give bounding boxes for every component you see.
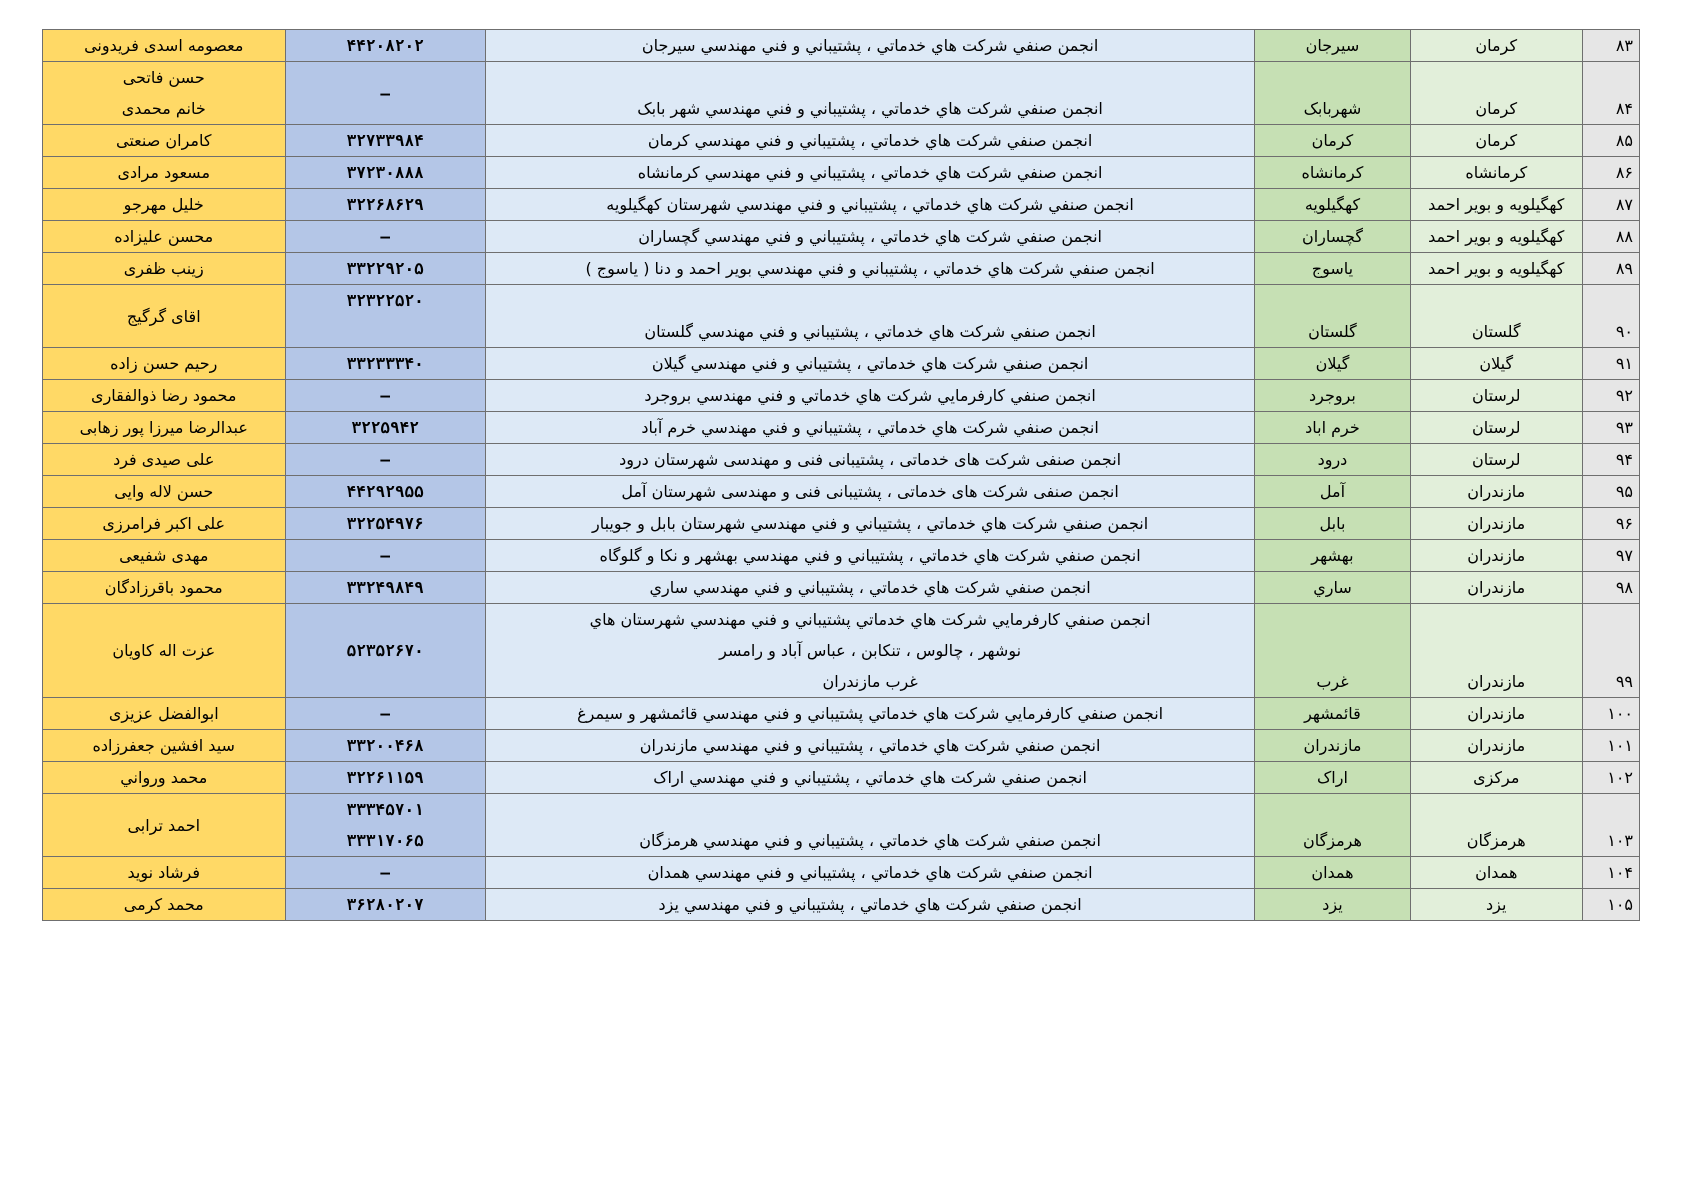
organization-line: انجمن صنفی شرکت های خدماتی ، پشتیبانی فنی و مهندسی شهرستان آمل bbox=[621, 482, 1119, 501]
city-cell: خرم اباد bbox=[1255, 412, 1410, 444]
city-cell: هرمزگان bbox=[1255, 794, 1410, 857]
contact-name-cell bbox=[43, 285, 286, 348]
phone-cell bbox=[285, 30, 485, 62]
province-cell: کرمان bbox=[1410, 30, 1582, 62]
organization-line: انجمن صنفي شرکت هاي خدماتي ، پشتيباني و فني مهندسي گیلان bbox=[651, 354, 1089, 373]
phone-cell bbox=[285, 762, 485, 794]
city-cell: ساري bbox=[1255, 572, 1410, 604]
organization-cell bbox=[485, 698, 1254, 730]
organization-cell bbox=[485, 125, 1254, 157]
contact-name-line: محسن علیزاده bbox=[114, 227, 214, 246]
organization-line: انجمن صنفي شرکت هاي خدماتي ، پشتيباني و فني مهندسي ساري bbox=[649, 578, 1091, 597]
contact-name-line: مسعود مرادی bbox=[117, 163, 211, 182]
organization-line: انجمن صنفي شرکت هاي خدماتي ، پشتيباني و فني مهندسي مازندران bbox=[639, 736, 1101, 755]
organization-line: انجمن صنفي شرکت هاي خدماتي ، پشتيباني و فني مهندسي خرم آباد bbox=[641, 418, 1099, 437]
contact-name-cell bbox=[43, 794, 286, 857]
contact-name-cell bbox=[43, 348, 286, 380]
row-number-cell: ۱۰۰ bbox=[1582, 698, 1639, 730]
phone-line: ۳۶۲۸۰۲۰۷ bbox=[346, 895, 424, 914]
organization-line: انجمن صنفي شرکت هاي خدماتي ، پشتيباني و فني مهندسي گلستان bbox=[644, 322, 1096, 341]
phone-cell bbox=[285, 380, 485, 412]
contact-name-line: سید افشین جعفرزاده bbox=[92, 736, 235, 755]
contact-name-cell bbox=[43, 380, 286, 412]
table-row bbox=[43, 572, 1640, 604]
contact-name-line: زینب ظفری bbox=[123, 259, 204, 278]
contact-name-line: ابوالفضل عزیزی bbox=[108, 704, 219, 723]
phone-cell bbox=[285, 444, 485, 476]
table-row bbox=[43, 285, 1640, 348]
province-cell: کرمان bbox=[1410, 125, 1582, 157]
row-number-cell: ۹۹ bbox=[1582, 604, 1639, 698]
organization-cell bbox=[485, 30, 1254, 62]
table-row bbox=[43, 604, 1640, 698]
contact-name-cell bbox=[43, 125, 286, 157]
table-row bbox=[43, 444, 1640, 476]
organization-cell bbox=[485, 285, 1254, 348]
organization-cell bbox=[485, 412, 1254, 444]
row-number-cell: ۹۴ bbox=[1582, 444, 1639, 476]
organization-line: انجمن صنفي شرکت هاي خدماتي ، پشتيباني و فني مهندسي يزد bbox=[658, 895, 1082, 914]
table-row bbox=[43, 508, 1640, 540]
contact-name-line: محمد ورواني bbox=[120, 768, 208, 787]
city-cell: شهربابک bbox=[1255, 62, 1410, 125]
phone-line: ۳۲۷۳۳۹۸۴ bbox=[346, 131, 424, 150]
contact-name-cell bbox=[43, 572, 286, 604]
row-number-cell: ۱۰۱ bbox=[1582, 730, 1639, 762]
phone-line: – bbox=[380, 450, 390, 469]
phone-line: ۵۲۳۵۲۶۷۰ bbox=[346, 641, 424, 660]
phone-cell bbox=[285, 62, 485, 125]
phone-line: ۳۳۳۴۵۷۰۱ bbox=[346, 800, 424, 819]
row-number-cell: ۹۵ bbox=[1582, 476, 1639, 508]
organization-line: انجمن صنفي شرکت هاي خدماتي ، پشتيباني و فني مهندسي گچساران bbox=[638, 227, 1102, 246]
table-body bbox=[43, 30, 1640, 921]
contact-name-line: خانم محمدی bbox=[121, 99, 206, 118]
province-cell: کهگیلویه و بویر احمد bbox=[1410, 189, 1582, 221]
phone-line: ۳۷۲۳۰۸۸۸ bbox=[346, 163, 424, 182]
phone-cell bbox=[285, 348, 485, 380]
organization-line: انجمن صنفي شرکت هاي خدماتي ، پشتيباني و فني مهندسي شهرستان کهگیلویه bbox=[606, 195, 1134, 214]
organization-cell bbox=[485, 476, 1254, 508]
contact-name-line: محمد کرمی bbox=[123, 895, 204, 914]
province-cell: کهگیلویه و بویر احمد bbox=[1410, 221, 1582, 253]
province-cell: مازندران bbox=[1410, 476, 1582, 508]
contact-name-cell bbox=[43, 762, 286, 794]
city-cell: سیرجان bbox=[1255, 30, 1410, 62]
phone-line: – bbox=[380, 704, 390, 723]
row-number-cell: ۸۴ bbox=[1582, 62, 1639, 125]
phone-cell bbox=[285, 125, 485, 157]
city-cell: اراک bbox=[1255, 762, 1410, 794]
organization-line: انجمن صنفي شرکت هاي خدماتي ، پشتيباني و فني مهندسي همدان bbox=[647, 863, 1093, 882]
province-cell: لرستان bbox=[1410, 380, 1582, 412]
organization-cell bbox=[485, 189, 1254, 221]
table-row bbox=[43, 157, 1640, 189]
organization-cell bbox=[485, 508, 1254, 540]
phone-line: ۳۲۲۵۹۴۲ bbox=[351, 418, 419, 437]
province-cell: هرمزگان bbox=[1410, 794, 1582, 857]
phone-cell bbox=[285, 508, 485, 540]
city-cell: درود bbox=[1255, 444, 1410, 476]
table-row bbox=[43, 730, 1640, 762]
row-number-cell: ۹۰ bbox=[1582, 285, 1639, 348]
contact-name-cell bbox=[43, 444, 286, 476]
city-cell: همدان bbox=[1255, 857, 1410, 889]
phone-line: ۳۲۲۵۴۹۷۶ bbox=[346, 514, 424, 533]
phone-cell bbox=[285, 572, 485, 604]
row-number-cell: ۱۰۲ bbox=[1582, 762, 1639, 794]
city-cell: گلستان bbox=[1255, 285, 1410, 348]
province-cell: کرمان bbox=[1410, 62, 1582, 125]
city-cell: کرمان bbox=[1255, 125, 1410, 157]
contact-name-cell bbox=[43, 508, 286, 540]
organization-cell bbox=[485, 62, 1254, 125]
contact-name-cell bbox=[43, 253, 286, 285]
organization-cell bbox=[485, 572, 1254, 604]
row-number-cell: ۸۶ bbox=[1582, 157, 1639, 189]
contact-name-line: محمود باقرزادگان bbox=[104, 578, 223, 597]
organization-cell bbox=[485, 380, 1254, 412]
contact-name-cell bbox=[43, 412, 286, 444]
contact-name-cell bbox=[43, 889, 286, 921]
city-cell: بهشهر bbox=[1255, 540, 1410, 572]
table-row bbox=[43, 540, 1640, 572]
organization-line: انجمن صنفي شرکت هاي خدماتي ، پشتيباني و فني مهندسي هرمزگان bbox=[639, 831, 1101, 850]
province-cell: لرستان bbox=[1410, 412, 1582, 444]
table-row bbox=[43, 253, 1640, 285]
contact-name-cell bbox=[43, 476, 286, 508]
table-row bbox=[43, 221, 1640, 253]
row-number-cell: ۸۳ bbox=[1582, 30, 1639, 62]
province-cell: مازندران bbox=[1410, 698, 1582, 730]
contact-name-line: رحیم حسن زاده bbox=[110, 354, 218, 373]
province-cell: یزد bbox=[1410, 889, 1582, 921]
city-cell: کرمانشاه bbox=[1255, 157, 1410, 189]
contact-name-line: اقای گرگیج bbox=[126, 306, 201, 326]
phone-line: ۳۳۲۰۰۴۶۸ bbox=[346, 736, 424, 755]
contact-name-line: علی صیدی فرد bbox=[113, 450, 215, 469]
phone-line: ۳۳۲۴۹۸۴۹ bbox=[346, 578, 424, 597]
province-cell: مرکزی bbox=[1410, 762, 1582, 794]
contact-name-cell bbox=[43, 540, 286, 572]
contact-name-line: عبدالرضا میرزا پور زهابی bbox=[79, 418, 248, 437]
organization-line: انجمن صنفي شرکت هاي خدماتي ، پشتيباني و فني مهندسي کرمانشاه bbox=[637, 163, 1103, 182]
contact-name-line: محمود رضا ذوالفقاری bbox=[91, 386, 237, 405]
organization-line: انجمن صنفي کارفرمايي شرکت هاي خدماتي پشتيباني و فني مهندسي قائمشهر و سيمرغ bbox=[577, 704, 1164, 723]
province-cell: مازندران bbox=[1410, 572, 1582, 604]
contact-name-line: کامران صنعتی bbox=[116, 131, 212, 150]
city-cell: گیلان bbox=[1255, 348, 1410, 380]
row-number-cell: ۸۸ bbox=[1582, 221, 1639, 253]
phone-cell bbox=[285, 476, 485, 508]
row-number-cell: ۹۷ bbox=[1582, 540, 1639, 572]
province-cell: گلستان bbox=[1410, 285, 1582, 348]
organization-cell bbox=[485, 348, 1254, 380]
table-row bbox=[43, 348, 1640, 380]
city-cell: بابل bbox=[1255, 508, 1410, 540]
contact-name-cell bbox=[43, 698, 286, 730]
contact-name-line: عزت اله کاویان bbox=[112, 641, 216, 660]
phone-line: ۳۲۲۶۱۱۵۹ bbox=[346, 768, 424, 787]
phone-line: ۳۳۳۱۷۰۶۵ bbox=[346, 831, 424, 850]
province-cell: گیلان bbox=[1410, 348, 1582, 380]
phone-cell bbox=[285, 412, 485, 444]
organization-cell bbox=[485, 444, 1254, 476]
phone-cell bbox=[285, 221, 485, 253]
organization-cell bbox=[485, 253, 1254, 285]
table-row bbox=[43, 698, 1640, 730]
contact-name-cell bbox=[43, 730, 286, 762]
organization-line: انجمن صنفي کارفرمايي شرکت هاي خدماتي و فني مهندسي بروجرد bbox=[644, 386, 1096, 405]
phone-line: – bbox=[380, 863, 390, 882]
contact-name-cell bbox=[43, 62, 286, 125]
row-number-cell: ۹۸ bbox=[1582, 572, 1639, 604]
contact-name-line: حسن لاله وایی bbox=[114, 482, 214, 501]
row-number-cell: ۹۳ bbox=[1582, 412, 1639, 444]
table-row bbox=[43, 762, 1640, 794]
phone-cell bbox=[285, 857, 485, 889]
phone-cell bbox=[285, 540, 485, 572]
city-cell: بروجرد bbox=[1255, 380, 1410, 412]
contact-name-line: مهدی شفیعی bbox=[119, 546, 209, 565]
contact-name-cell bbox=[43, 857, 286, 889]
phone-cell bbox=[285, 189, 485, 221]
organization-cell bbox=[485, 540, 1254, 572]
phone-line: ۴۴۲۰۸۲۰۲ bbox=[346, 36, 424, 55]
city-cell: آمل bbox=[1255, 476, 1410, 508]
row-number-cell: ۱۰۴ bbox=[1582, 857, 1639, 889]
province-cell: لرستان bbox=[1410, 444, 1582, 476]
organization-cell bbox=[485, 857, 1254, 889]
phone-line: ۳۳۲۲۹۲۰۵ bbox=[346, 259, 424, 278]
phone-cell bbox=[285, 730, 485, 762]
phone-line: ۳۲۲۶۸۶۲۹ bbox=[346, 195, 424, 214]
organization-line: انجمن صنفي کارفرمايي شرکت هاي خدماتي پشتيباني و فني مهندسي شهرستان هاي bbox=[589, 610, 1151, 629]
organization-line: انجمن صنفي شرکت هاي خدماتي ، پشتيباني و فني مهندسي شهر بابک bbox=[637, 99, 1103, 118]
organization-line: غرب مازندران bbox=[822, 672, 918, 691]
row-number-cell: ۸۹ bbox=[1582, 253, 1639, 285]
organization-line: انجمن صنفي شرکت هاي خدماتي ، پشتيباني و فني مهندسي بویر احمد و دنا ( یاسوج ) bbox=[585, 259, 1155, 278]
table-row bbox=[43, 62, 1640, 125]
organization-line: انجمن صنفي شرکت هاي خدماتي ، پشتيباني و فني مهندسي بهشهر و نکا و گلوگاه bbox=[599, 546, 1141, 565]
row-number-cell: ۹۲ bbox=[1582, 380, 1639, 412]
phone-line: ۴۴۲۹۲۹۵۵ bbox=[346, 482, 424, 501]
row-number-cell: ۸۵ bbox=[1582, 125, 1639, 157]
city-cell: گچساران bbox=[1255, 221, 1410, 253]
row-number-cell: ۱۰۳ bbox=[1582, 794, 1639, 857]
organization-line: انجمن صنفي شرکت هاي خدماتي ، پشتيباني و فني مهندسي سيرجان bbox=[641, 36, 1099, 55]
organization-line: نوشهر ، چالوس ، تنکابن ، عباس آباد و رامسر bbox=[719, 641, 1022, 660]
table-row bbox=[43, 189, 1640, 221]
organization-line: انجمن صنفی شرکت های خدماتی ، پشتیبانی فنی و مهندسی شهرستان درود bbox=[619, 450, 1122, 469]
phone-line bbox=[292, 316, 479, 347]
province-cell: مازندران bbox=[1410, 508, 1582, 540]
province-cell: مازندران bbox=[1410, 540, 1582, 572]
contact-name-line: احمد ترابی bbox=[127, 815, 201, 835]
table-row bbox=[43, 794, 1640, 857]
organization-cell bbox=[485, 157, 1254, 189]
province-cell: کرمانشاه bbox=[1410, 157, 1582, 189]
contact-name-cell bbox=[43, 604, 286, 698]
organization-line: انجمن صنفي شرکت هاي خدماتي ، پشتيباني و فني مهندسي کرمان bbox=[647, 131, 1093, 150]
row-number-cell: ۹۶ bbox=[1582, 508, 1639, 540]
city-cell: مازندران bbox=[1255, 730, 1410, 762]
table-row bbox=[43, 30, 1640, 62]
organization-cell bbox=[485, 762, 1254, 794]
city-cell: یاسوج bbox=[1255, 253, 1410, 285]
table-row bbox=[43, 380, 1640, 412]
phone-cell bbox=[285, 604, 485, 698]
phone-cell bbox=[285, 253, 485, 285]
phone-line: – bbox=[380, 386, 390, 405]
contact-name-line: حسن فاتحی bbox=[122, 68, 205, 87]
province-cell: مازندران bbox=[1410, 730, 1582, 762]
contact-name-line: معصومه اسدی فریدونی bbox=[84, 36, 244, 55]
organization-cell bbox=[485, 889, 1254, 921]
organization-cell bbox=[485, 794, 1254, 857]
table-row bbox=[43, 857, 1640, 889]
phone-line: – bbox=[380, 83, 390, 103]
province-cell: مازندران bbox=[1410, 604, 1582, 698]
table-row bbox=[43, 125, 1640, 157]
organization-cell bbox=[485, 604, 1254, 698]
contact-name-line: فرشاد نوید bbox=[127, 863, 201, 882]
organization-line: انجمن صنفي شرکت هاي خدماتي ، پشتيباني و فني مهندسي اراک bbox=[653, 768, 1087, 787]
directory-table bbox=[42, 29, 1640, 921]
contact-name-line: علی اکبر فرامرزی bbox=[102, 514, 226, 533]
contact-name-cell bbox=[43, 157, 286, 189]
province-cell: کهگیلویه و بویر احمد bbox=[1410, 253, 1582, 285]
contact-name-cell bbox=[43, 189, 286, 221]
contact-name-cell bbox=[43, 221, 286, 253]
organization-cell bbox=[485, 730, 1254, 762]
city-cell: کهگیلویه bbox=[1255, 189, 1410, 221]
table-row bbox=[43, 412, 1640, 444]
table-row bbox=[43, 476, 1640, 508]
phone-cell bbox=[285, 698, 485, 730]
city-cell: قائمشهر bbox=[1255, 698, 1410, 730]
city-cell: یزد bbox=[1255, 889, 1410, 921]
row-number-cell: ۱۰۵ bbox=[1582, 889, 1639, 921]
organization-line: انجمن صنفي شرکت هاي خدماتي ، پشتيباني و فني مهندسي شهرستان بابل و جويبار bbox=[592, 514, 1149, 533]
table-row bbox=[43, 889, 1640, 921]
phone-line: – bbox=[380, 227, 390, 246]
phone-line: ۳۳۲۳۳۳۴۰ bbox=[346, 354, 424, 373]
phone-line: – bbox=[380, 546, 390, 565]
row-number-cell: ۸۷ bbox=[1582, 189, 1639, 221]
phone-cell bbox=[285, 889, 485, 921]
phone-cell bbox=[285, 157, 485, 189]
contact-name-line: خلیل مهرجو bbox=[123, 195, 204, 214]
phone-cell bbox=[285, 794, 485, 857]
row-number-cell: ۹۱ bbox=[1582, 348, 1639, 380]
city-cell: غرب bbox=[1255, 604, 1410, 698]
phone-line: ۳۲۳۲۲۵۲۰ bbox=[346, 291, 424, 310]
province-cell: همدان bbox=[1410, 857, 1582, 889]
phone-cell bbox=[285, 285, 485, 348]
organization-cell bbox=[485, 221, 1254, 253]
contact-name-cell bbox=[43, 30, 286, 62]
